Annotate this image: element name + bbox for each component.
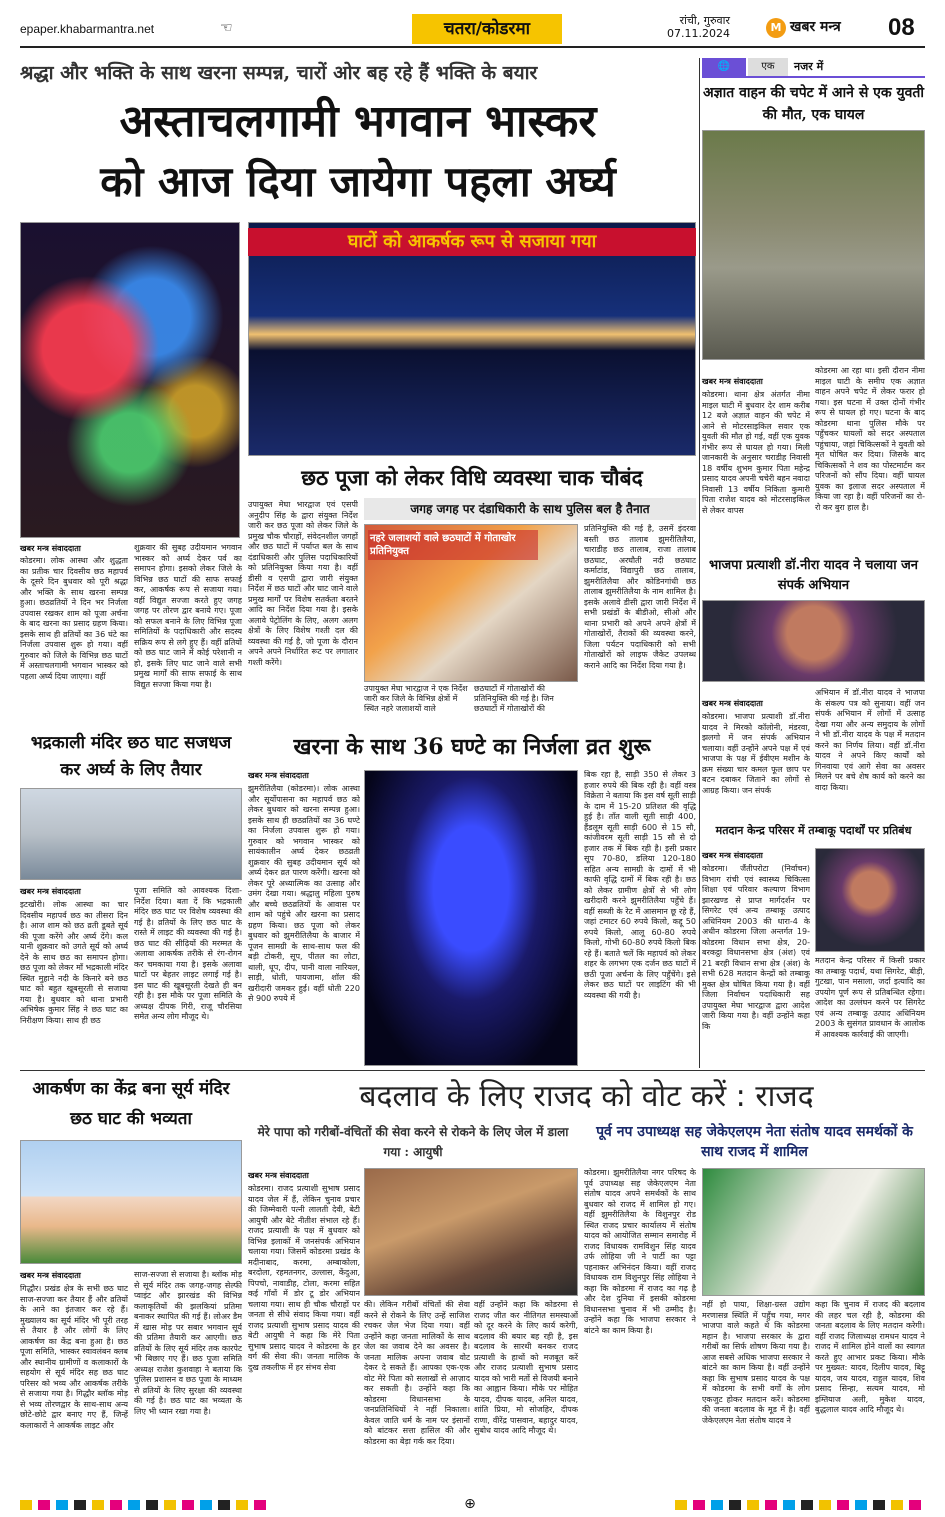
rjd-body-c: वहीं उन्होंने कहा कि कोडरमा से राजद जीत कर नीतिगत समस्याओं को दूर करने के लिए कार्य करेगी, बदलाव की बयार बह रही है, इस बदलाव के सारथी बनकर राजद प्रत्याशी के हाथों को मजबूत करें और राजद प्रत्याशी सुभाष प्रसाद यादव को भारी मतों से विजयी बनाने का आह्वान किया। मौके पर मोहित यादव, दीपक यादव, अनिल यादव, शांति प्रिया, मो सोजहिर, दीपक राणा, वीरेंद्र पासवान, बहादुर यादव, सुबोध यादव आदि मौजूद थे। [474,1300,578,1435]
logo-text: खबर मन्त्र [790,19,841,35]
lead-headline-line1: अस्ताचलगामी भगवान भास्कर [119,96,597,147]
nazar-tab-label: नजर में [794,60,824,73]
issue-date: 07.11.2024 [667,27,730,40]
kharna-headline: खरना के साथ 36 घण्टे का निर्जला व्रत शुरू [293,734,651,760]
lead-byline: खबर मन्त्र संवाददाता [20,544,81,553]
section-title: चतरा/कोडरमा [412,14,562,44]
bjp-byline: खबर मन्त्र संवाददाता [702,699,763,708]
lit-gate-photo [364,770,578,1066]
section-divider [20,1070,925,1071]
ghat-group-photo [20,788,242,880]
lead-headline-line2: को आज दिया जायेगा पहला अर्घ्य [100,157,616,206]
joining-ceremony-photo [702,1168,925,1296]
nazar-tab-ek: एक [748,58,788,76]
rjd-banner: बदलाव के लिए राजद को वोट करें : राजद [359,1079,814,1114]
registration-mark: ⊕ [464,1496,476,1512]
masthead [20,12,925,48]
tobacco-byline: खबर मन्त्र संवाददाता [702,851,763,860]
official-portrait-photo [815,848,925,952]
accident-headline: अज्ञात वाहन की चपेट में आने से एक युवती की मौत, एक घायल [702,85,925,123]
bjp-headline: भाजपा प्रत्याशी डॉ.नीरा यादव ने चलाया जन संपर्क अभियान [709,558,918,593]
lead-body-right: शुक्रवार की सुबह उदीयमान भगवान भास्कर को अर्घ्य देकर पर्व का समापन होगा। इसको लेकर जिले के विभिन्न छठ घाटों की साफ सफाई कर, आकर्षक रूप से सजाया गया। वहीं विद्युत सज्जा करते हुए जगह जगह पर तोरण द्वार बनाये गए। पूजा को सफल बनाने के लिए विभिन्न पूजा समितियों के पदाधिकारी और सदस्य सक्रिय रूप से लगे हुए हैं। वहीं व्रतियों को छठ घाट जाने में कोई परेशानी न हो, इसके लिए घाट जाने वाले सभी प्रमुख मार्गों की साफ सफाई के साथ विद्युत सज्जा किया गया है। [134,543,242,689]
dateline [620,14,730,40]
site-url[interactable]: epaper.khabarmantra.net [20,22,155,36]
ghat-photo-banner: घाटों को आकर्षक रूप से सजाया गया [248,228,696,256]
rjd-body-a: कोडरमा। राजद प्रत्याशी सुभाष प्रसाद यादव जेल में हैं, लेकिन चुनाव प्रचार की जिम्मेवारी पत्नी लालती देवी, बेटी आयुषी और बेटे नीतीश संभाल रहे हैं। राजद प्रत्याशी के पक्ष में बुधवार को विभिन्न इलाकों में जनसंपर्क अभियान चलाया गया। जिसमें कोडरमा प्रखंड के मदीनाबाद, करमा, अम्बाकोला, बरदोला, रहमतनगर, उल्लास, केंदुआ, पिपचो, नावाडीह, टोला, करमा सहित कई गाँवों में डोर टू डोर अभियान चलाया गया। साथ ही चौक चौराहों पर जनता से सीधे संवाद किया गया। वहीं राजद प्रत्याशी सुभाष प्रसाद यादव की बेटी आयुषी ने कहा कि मेरे पिता सुभाष प्रसाद यादव ने कोडरमा के हर वर्ग की सेवा की। जनता मालिक के दुख तकलीफ में हर संभव सेवा [248,1184,360,1372]
print-registration-marks [20,1498,925,1512]
accident-byline: खबर मन्त्र संवाददाता [702,377,763,386]
accident-scene-photo [702,130,925,360]
tobacco-body-right: मतदान केन्द्र परिसर में किसी प्रकार का तम्बाकू पदार्थ, यथा सिगरेट, बीड़ी, गुटखा, पान मसाला, जर्दा इत्यादि का उपयोग पूर्ण रूप से प्रतिबन्धित रहेगा। आदेश का उल्लंघन करने पर सिगरेट एवं अन्य तम्बाकू उत्पाद अधिनियम 2003 के सुसंगत प्रावधान के आलोक में आवश्यक कार्रवाई की जाएगी। [815,956,925,1039]
bjp-body-right: अभियान में डॉ.नीरा यादव ने भाजपा के संकल्प पत्र को सुनाया। वहीं जन संपर्क अभियान में लोगों में उत्साह देखा गया और अन्य समुदाय के लोगों ने भी डॉ.नीरा यादव के पक्ष में मतदान करने का निर्णय लिया। वहीं डॉ.नीरा यादव ने अपने किए कार्यों को गिनवाया एवं आगे सेवा का अवसर मिलने पर बचे शेष कार्य को करने का वादा किया। [815,688,925,792]
accident-body-right: कोडरमा आ रहा था। इसी दौरान नीमा माइल घाटी के समीप एक अज्ञात वाहन अपने चपेट में लेकर फरार हो गया। इस घटना में उक्त दोनों गंभीर रूप से घायल हो गए। घटना के बाद कोडरमा थाना पुलिस मौके पर पहुँचकर घायलों को सदर अस्पताल पहुंचाया, जहां चिकित्सकों ने युवती को मृत घोषित कर दिया। जिसके बाद चिकित्सकों ने शव का पोस्टमार्टम कर परिजनों को सौंप दिया। वहीं घायल युवक का इलाज सदर अस्पताल में किया जा रहा है। वहीं परिजनों का रो-रो कर बुरा हाल है। [815,366,925,512]
bjp-campaign-photo [702,600,925,682]
bhadrakali-body-left: इटखोरी। लोक आस्था का चार दिवसीय महापर्व छठ का तीसरा दिन है। आज शाम को छठ व्रती डूबते सूर्य की पूजा करेंगे और अर्घ्य देंगे। कल यानी शुक्रवार को उगते सूर्य को अर्घ्य देने के साथ छठ का समापन होगा। छठ पूजा को लेकर माँ भद्रकाली मंदिर स्थित मुहाने नदी के किनारे बने छठ घाट को बहुत खूबसूरती से सजाया गया है। बुधवार को थाना प्रभारी अभिषेक कुमार सिंह ने छठ घाट का निरीक्षण किया। साथ ही छठ [20,900,128,1025]
page-number: 08 [888,14,915,41]
rjd-body-b: की। लेकिन गरीबों वंचितों की सेवा करने से रोकने के लिए उन्हें साजिश रचकर जेल भेज दिया गया। वहीं उन्होंने कहा जनता मालिकों के साथ जेल का जवाब देने का अवसर है। जनता मालिक अपना जवाब वोट देकर दे सकते हैं। आपका एक-एक वोट मेरे पिता को सलाखों से आज़ाद कर सकती है। उन्होंने कहा कि कोडरमा विधानसभा के जनप्रतिनिधियों ने नहीं निकाला। केवल जाति धर्म के नाम पर इंसानों को बांटकर सत्ता हासिल की और कोडरमा का बेड़ा गर्क कर दिया। [364,1300,470,1446]
puja-photo-caption: उपायुक्त मेघा भारद्वाज ने एक निर्देश जारी कर जिले के विभिन्न क्षेत्रों में स्थित नहरे जलाशयों वाले [364,684,468,713]
rjd-sub-left: मेरे पापा को गरीबों-वंचितों की सेवा करने से रोकने के लिए जेल में डाला गया : आयुषी [257,1125,569,1159]
tobacco-body-left: कोडरमा। जैंतीपरोटा (निर्वाचन) विभाग रांची एवं स्वास्थ्य चिकित्सा शिक्षा एवं परिवार कल्याण विभाग झारखण्ड से प्राप्त मार्गदर्शन पर सिगरेट एवं अन्य तम्बाकू उत्पाद अधिनियम 2003 की धारा-4 के अधीन कोडरमा जिला अन्तर्गत 19-कोडरमा विधान सभा क्षेत्र, 20-बरकट्ठा विधानसभा क्षेत्र (अंश) एवं 21 बरही विधान सभा क्षेत्र (अंश) के सभी 628 मतदान केन्द्रों को तम्बाकू मुक्त क्षेत्र घोषित किया गया है। वहीं जिला निर्वाचन पदाधिकारी सह उपायुक्त मेघा भारद्वाज द्वारा आदेश जारी किया गया है। वहीं उन्होंने कहा कि [702,864,810,1031]
bhadrakali-body-right: पूजा समिति को आवश्यक दिशा-निर्देश दिया। बता दें कि भद्रकाली मंदिर छठ घाट पर विशेष व्यवस्था की गई है। व्रतियों के लिए छठ घाट के रास्ते में लाइट की व्यवस्था की गई है। छठ घाट की सीढ़ियों की मरम्मत के अलावा आकर्षक तरीके से रंग-रोगन कर चमकाया गया है। इसके अलावा घाटों पर बेहतर लाइट लगाई गई है। इस घाट की खूबसूरती देखते ही बन रही है। इस मौके पर पूजा समिति के अध्यक्ष दीपक गिरी, राजू चौरसिया समेत अन्य लोग मौजूद थे। [134,886,242,1021]
surya-mandir-headline: आकर्षण का केंद्र बना सूर्य मंदिर छठ घाट की भव्यता [32,1079,230,1129]
rjd-body-d: कोडरमा। झुमरीतिलैया नगर परिषद के पूर्व उपाध्यक्ष सह जेकेएलएम नेता संतोष यादव अपने समर्थकों के साथ बुधवार को राजद में शामिल हो गए। वहीं झुमरीतिलैया के विशुनपुर रोड स्थित राजद प्रचार कार्यालय में संतोष यादव को आयोजित सम्मान समारोह में राजद विधायक रामविशुन सिंह यादव उर्फ लोहिया जी ने पार्टी का पट्टा पहनाकर अभिनंदन किया। वहीं राजद विधायक राम विशुनपुर सिंह लोहिया ने कहा कि कोडरमा में राजद का गढ़ है और देश दुनिया में इसकी कोडरमा विधानसभा चुनाव में भी उम्मीद है। उन्होंने कहा कि भाजपा सरकार ने बांटने का काम किया है। [584,1168,696,1335]
rjd-byline: खबर मन्त्र संवाददाता [248,1171,309,1180]
law-order-subhead: जगह जगह पर दंडाधिकारी के साथ पुलिस बल है तैनात [364,498,696,520]
law-order-headline: छठ पूजा को लेकर विधि व्यवस्था चाक चौबंद [301,465,643,490]
color-bar-right [675,1500,925,1510]
kharna-body-left: झुमरीतिलैया (कोडरमा)। लोक आस्था और सूर्योपासना का महापर्व छठ को लेकर बुधवार को खरना सम्पन्न हुआ। इसके साथ ही छठव्रतियों का 36 घण्टे का निर्जला उपवास शुरू हो गया। गुरुवार को भगवान भास्कर को सायंकालीन अर्घ्य देकर छठव्रती शुक्रवार की सुबह उदीयमान सूर्य को अर्घ्य देकर व्रत पारण करेंगी। खरना को लेकर पूरे अध्यात्मिक का उत्साह और उमंग देखा गया। श्रद्धालु महिला पुरुष और बच्चे छठव्रतियों के आवास पर शाम को पहुंचे और खरना का प्रसाद ग्रहण किया। छठ पूजा को लेकर बुधवार को झुमरीतिलैया के बाजार में पूजन सामग्री के साथ-साथ फल की बड़ी टोकरी, सूप, पीतल का लोटा, थाली, धूप, दीप, पानी वाला नारियल, साड़ी, धोती, पायजामा, शॉल की खरीदारी जमकर हुई। वहीं धोती 220 से 900 रुपये में [248,784,360,1003]
bhadrakali-headline: भद्रकाली मंदिर छठ घाट सजधज कर अर्घ्य के लिए तैयार [30,733,232,780]
accident-body-left: कोडरमा। थाना क्षेत्र अंतर्गत नीमा माइल घाटी में बुधवार देर शाम करीब 12 बजे अज्ञात वाहन की चपेट में आने से मोटरसाइकिल सवार एक युवती की मौत हो गई, वहीं एक युवक गंभीर रूप से घायल हो गया। मिली जानकारी के अनुसार चराडीह निवासी 18 वर्षीय शुभम कुमार पिता महेन्द्र प्रसाद यादव अपनी चचेरी बहन नवादा निवासी 13 वर्षीय निकिता कुमारी पिता राजेश यादव को मोटरसाइकिल से लेकर वापस [702,390,810,515]
puja-photo-overlay: नहरे जलाशयों वाले छठघाटों में गोताखोर प्रतिनियुक्त [368,530,538,560]
rjd-sub-right: पूर्व नप उपाध्यक्ष सह जेकेएलएम नेता संतोष यादव समर्थकों के साथ राजद में शामिल [596,1124,913,1160]
campaign-crowd-photo [364,1168,578,1296]
law-order-body-right: प्रतिनियुक्ति की गई है, उसमें इंदरवा बस्ती छठ तालाब झुमरीतिलैया, चाराडीह छठ तालाब, राजा तालाब छठघाट, अरघौती नदी छठघाट कर्माटांड, विद्यापुरी छठ तालाब, झुमरीतिलैया और कोडिनगांधी छठ तालाब झुमरीतिलैया के नाम शामिल है। इसके अलावे डीसी द्वारा जारी निर्देश में सभी प्रखंडों के बीडीओ, सीओ और थाना प्रभारी को अपने अपने क्षेत्रों में गोताखोरों, तैराकों की व्यवस्था करने, जिला पर्यटन पदाधिकारी को सभी गोताखोरों को लाइफ जैकेट उपलब्ध कराने आदि का निर्देश दिया गया है। [584,524,696,670]
surya-mandir-body-right: साज-सज्जा से सजाया है। ब्लॉक मोड़ से सूर्य मंदिर तक जगह-जगह सेल्फी प्वाइंट और झारखंड की विभिन्न कलाकृतियों की झलकियां प्रतिमा बनाकर स्थापित की गई हैं। लोअर डैम में खास मोड़ पर सबार भगवान सूर्य की प्रतिमा तैयारी कर आएगी। छठ व्रतियों के लिए सूर्य मंदिर तक कारपेट भी बिछाए गए हैं। छठ पूजा समिति अध्यक्ष राजेश कुशवाहा ने बताया कि पुलिस प्रशासन व छठ पूजा के माध्यम से व्रतियों के लिए सुरक्षा की व्यवस्था की गई है। छठ घाट का भव्यता के लिए भी ध्यान रखा गया है। [134,1270,242,1416]
logo [766,16,841,38]
nazar-tab-bar [702,58,925,78]
pointer-icon: ☜ [220,20,233,36]
surya-mandir-byline: खबर मन्त्र संवाददाता [20,1271,81,1280]
surya-mandir-body-left: गिद्धौर। प्रखंड क्षेत्र के सभी छठ घाट साज-सज्जा कर तैयार हैं और व्रतियों के आने का इंतजार कर रहे हैं। मुख्यालय का सूर्य मंदिर भी पूरी तरह से तैयार है और लोगों के लिए आकर्षण का केंद्र बना हुआ है। छठ पूजा समिति, भास्कर स्वावलंबन क्लब और स्थानीय ग्रामीणों व कलाकारों के सहयोग से सूर्य मंदिर सह छठ घाट परिसर को भव्य और आकर्षक तरीके से सजाया गया है। गिद्धौर ब्लॉक मोड़ से भव्य तोरणद्वार के साथ-साथ अन्य छोटे-छोटे द्वार बनाए गए हैं, जिन्हें कलाकारों ने आकर्षक लाइट और [20,1284,128,1430]
bhadrakali-byline: खबर मन्त्र संवाददाता [20,887,81,896]
logo-coin-icon: M [766,18,786,38]
lit-tree-photo [20,222,240,538]
lead-kicker: श्रद्धा और भक्ति के साथ खरना सम्पन्न, चारों ओर बह रहे हैं भक्ति के बयार [20,62,538,84]
ghat-night-photo [248,222,696,456]
rjd-body-e: नहीं हो पाया, शिक्षा-ग्रस्त उद्योग मरणासन्न स्थिति में पहुँच गया, मगर भाजपा वाले कहते थे कि कोडरमा महान है। भाजपा सरकार के द्वारा गरीबों का सिर्फ शोषण किया गया है। आज सबसे अधिक भाजपा सरकार ने बांटने का काम किया है। वहीं उन्होंने कहा कि सुभाष प्रसाद यादव के पक्ष में कोडरमा के सभी वर्गों के लोग एकजुट होकर मतदान करें। कोडरमा की जनता बदलाव के मूड में है। वहीं जेकेएलएम नेता संतोष यादव ने [702,1300,810,1425]
kharna-body-right: बिक रहा है, साड़ी 350 से लेकर 3 हजार रुपये की बिक रही है। वहीं वस्त्र विक्रेता ने बताया कि इस वर्ष सूती साड़ी के दाम में 15-20 प्रतिशत की वृद्धि हुई है। ताँत वाली सूती साड़ी 400, हैंडलूम सूती साड़ी 600 से 15 सौ, कांजीवरम सूती साड़ी 15 सौ से दो हजार तक में बिक रही है। इसी प्रकार सूप 70-80, डलिया 120-180 सहित अन्य सामग्री के दामों में भी काफी वृद्धि दामों में बिक रही है। छठ को लेकर ग्रामीण क्षेत्रों से भी लोग खरीदारी करने झुमरीतिलैया पहुँचे हैं। वहीं सब्जी के रेट में आसमान छू रहे हैं, जहां टमाटर 60 रुपये किलो, कद्दू 50 रुपये किलो, आलू 60-80 रुपये किलो, गोभी 60-80 रुपये किलो बिक रहे हैं। बताते चलें कि महापर्व को लेकर शहर के लगभग एक दर्जन छठ घाटों में छठी पूजा अर्चना के लिए पहुँचेंगे। इसे लेकर छठ घाटों पर लाइटिंग की भी व्यवस्था की गयी है। [584,770,696,1000]
column-divider [699,58,700,1068]
kharna-byline: खबर मन्त्र संवाददाता [248,771,309,780]
color-bar-left [20,1500,270,1510]
nazar-tab-globe-icon: 🌐 [702,58,746,76]
tobacco-headline: मतदान केन्द्र परिसर में तम्बाकू पदार्थों पर प्रतिबंध [715,824,912,837]
lead-body-left: कोडरमा। लोक आस्था और शुद्धता का प्रतीक चार दिवसीय छठ महापर्व के दूसरे दिन बुधवार को पूरी श्रद्धा और भक्ति के साथ खरना सम्पन्न हुआ। छठव्रतियों ने दिन भर निर्जला उपवास रखकर शाम को पूजा अर्चना के बाद खरना का प्रसाद ग्रहण किया। इसके साथ ही व्रतियों का 36 घंटे का निर्जला उपवास शुरू हो गया। वहीं गुरुवार को जिले के विभिन्न छठ घाटों में अस्ताचलगामी भगवान भास्कर को पहला अर्घ्य दिया जाएगा। वहीं [20,556,128,681]
law-order-body-left: उपायुक्त मेघा भारद्वाज एवं एसपी अनुदीप सिंह के द्वारा संयुक्त निर्देश जारी कर छठ पूजा को लेकर जिले के प्रमुख चौक चौराहों, संवेदनशील जगहों और छठ घाटों में पर्याप्त बल के साथ दंडाधिकारी और पुलिस पदाधिकारियों को प्रतिनियुक्त किया गया है। वहीं डीसी व एसपी द्वारा जारी संयुक्त निर्देश में छठ घाटों और घाट जाने वाले प्रमुख मार्गों पर विशेष सतर्कता बरतने आदि का निर्देश दिया गया है। इसके अलावे पेट्रोलिंग के लिए, अलग अलग क्षेत्रों के लिए विशेष गश्ती दल की व्यवस्था की गई है, जो पूजा के दौरान अपने अपने निर्धारित रूट पर लगातार गश्ती करेंगे। [248,500,358,667]
temple-photo [20,1140,242,1264]
puja-photo-caption-right: छठघाटों में गोताखोरों की प्रतिनियुक्ति की गई है। जिन छठघाटों में गोताखोरों की [474,684,554,713]
bjp-body-left: कोडरमा। भाजपा प्रत्याशी डॉ.नीरा यादव ने मिरको कॉलोनी, मंडरवा, झलगो में जन संपर्क अभियान चलाया। वहीं उन्होंने अपने पक्ष में एवं भाजपा के पक्ष में ईवीएम मशीन के क्रम संख्या चार कमल फूल छाप पर बटन दबाकर जिताने का लोगों से आग्रह किया। जन संपर्क [702,712,810,795]
rjd-body-f: कहा कि चुनाव में राजद की बदलाव की लहर चल रही है, कोडरमा की जनता बदलाव के लिए मतदान करेगी। वहीं राजद जिलाध्यक्ष रामधन यादव ने राजद में शामिल होने वालों का स्वागत करते हुए आभार प्रकट किया। मौके पर मुख्यत: यादव, दिलीप यादव, बिट्टू यादव, जय यादव, राहुल यादव, शिव प्रसाद सिन्हा, सत्यम यादव, मो इम्तियाज अली, मुकेश यादव, बुद्धलाल यादव आदि मौजूद थे। [815,1300,925,1414]
place-day: रांची, गुरुवार [679,14,730,27]
